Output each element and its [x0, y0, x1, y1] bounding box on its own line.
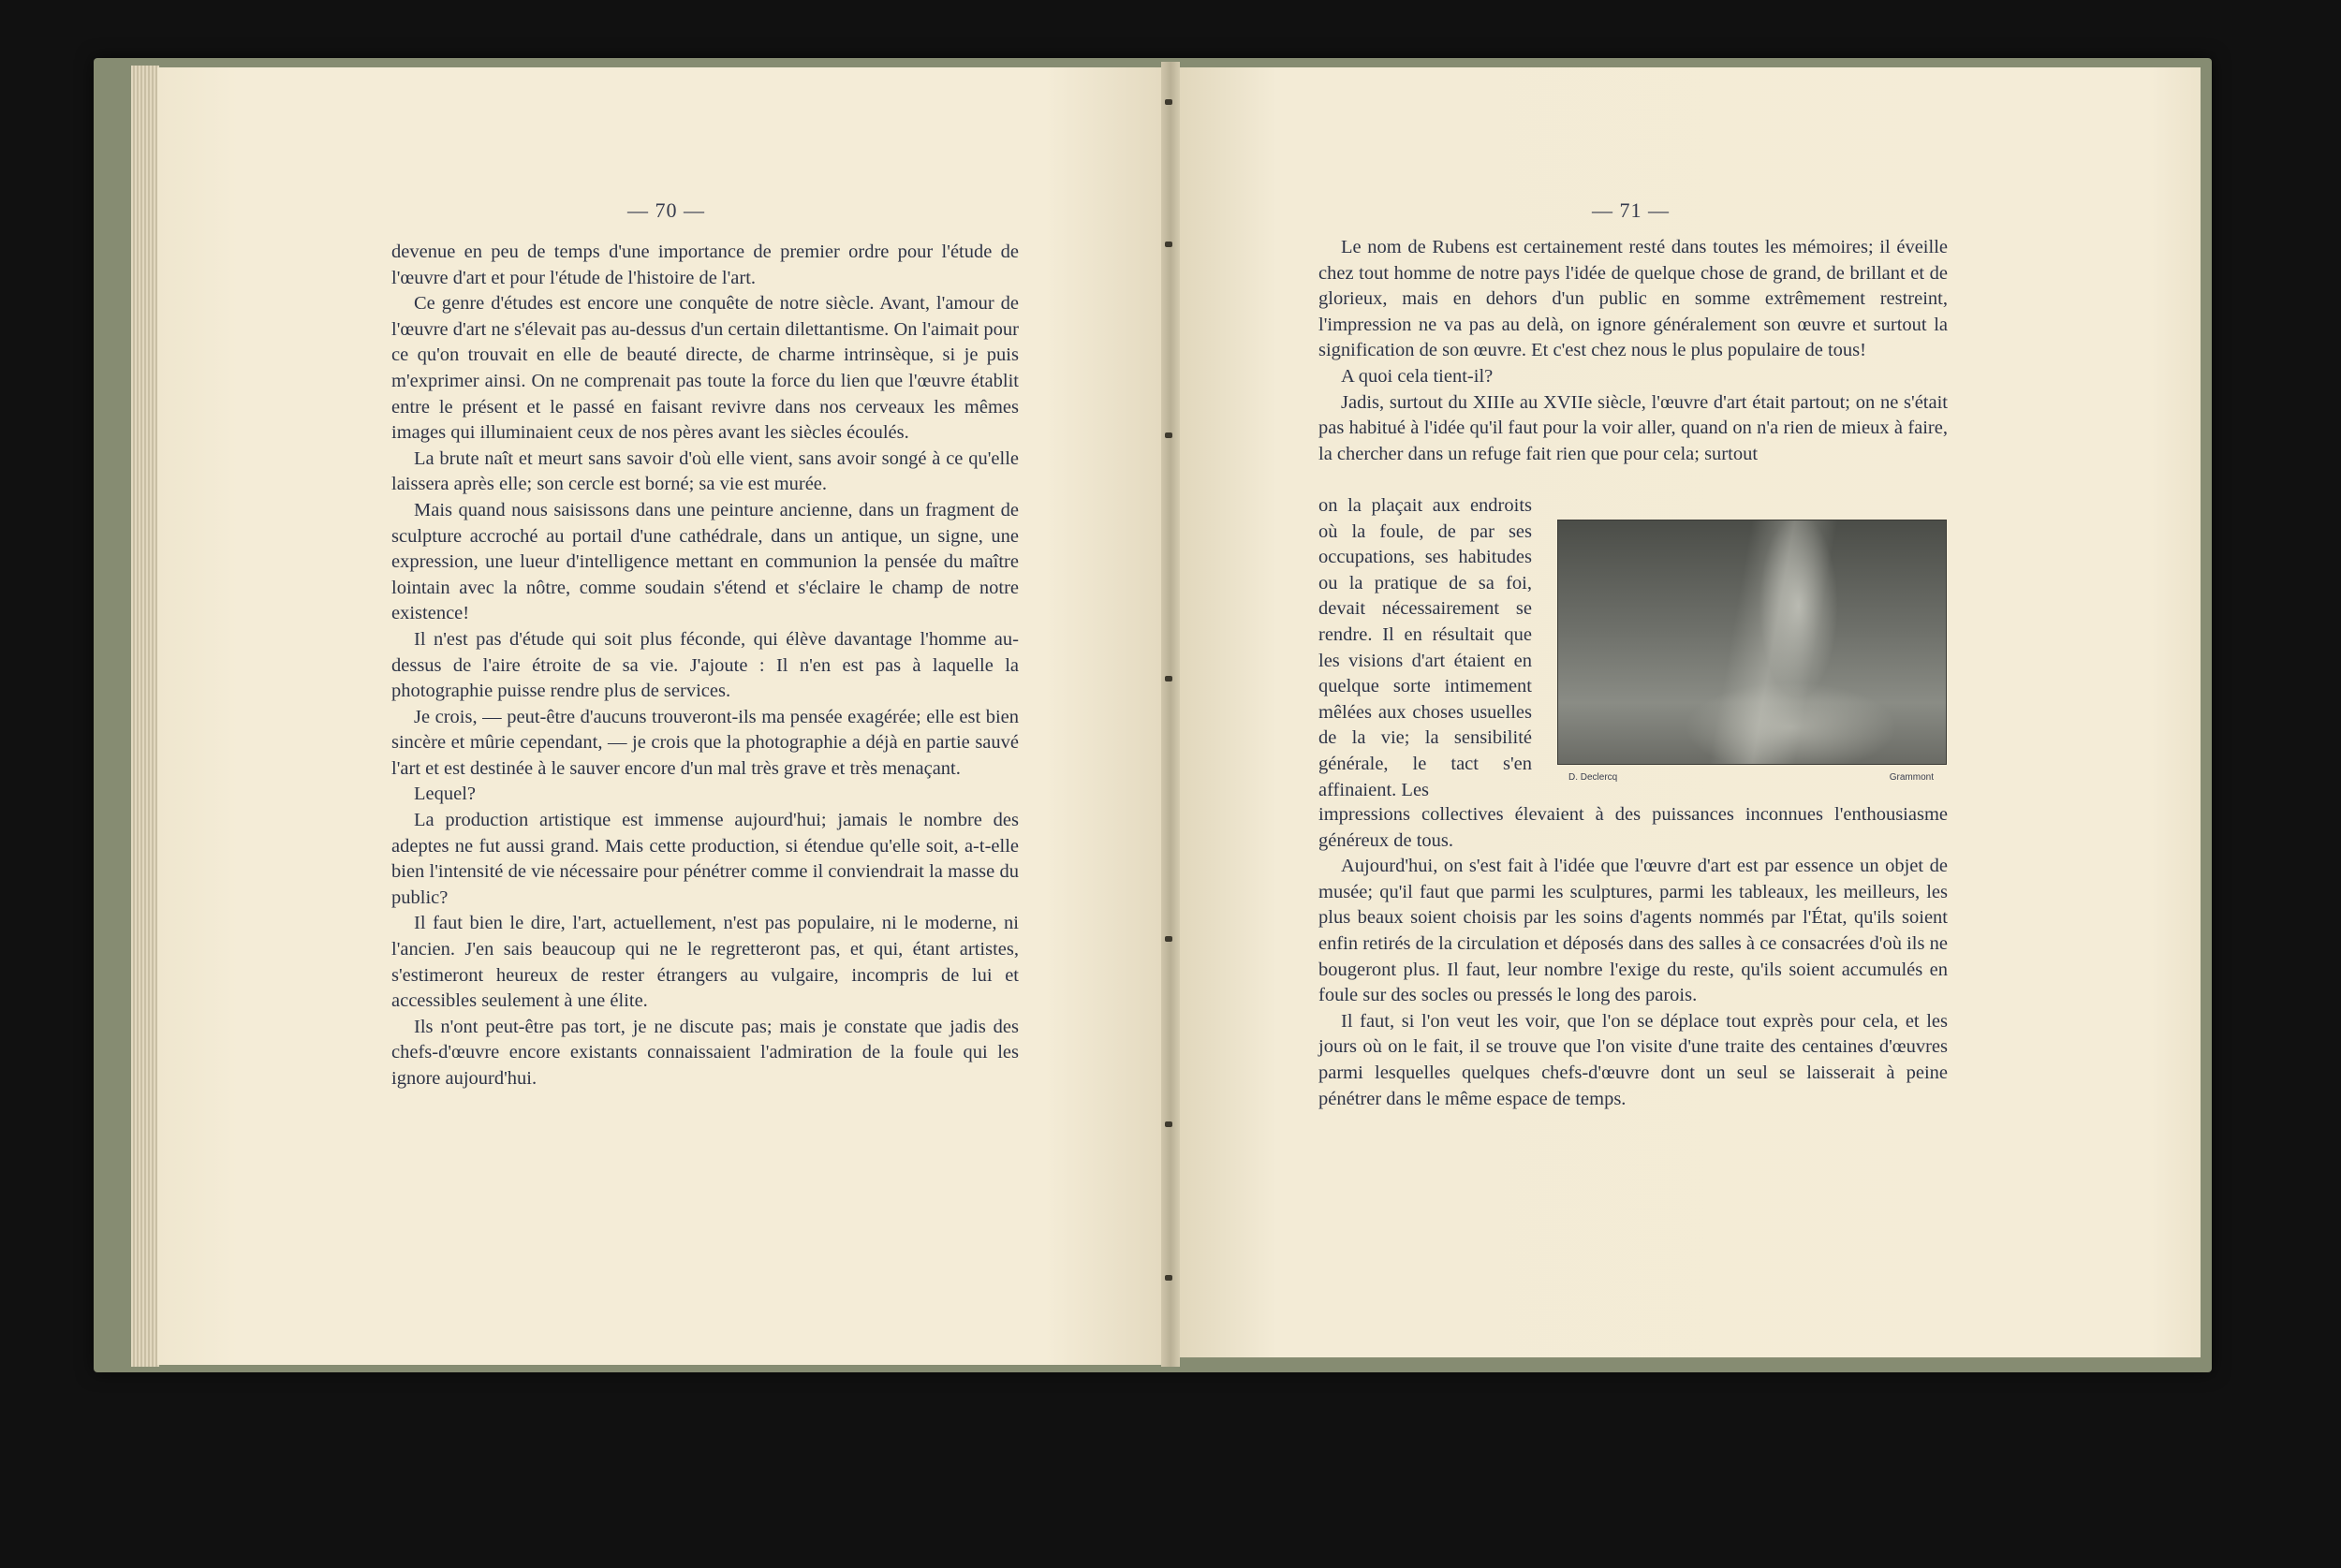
paragraph: Je crois, — peut-être d'aucuns trouveront-ils ma pensée exagérée; elle est bien sincère et mûrie cependant, — je crois que la photographie a déjà en partie sauvé l'art et est destinée à le sauver encore d'un mal très grave et très menaçant.: [391, 706, 1019, 779]
page-number-left: — 70 —: [627, 198, 705, 222]
binding-stitch: [1165, 1275, 1172, 1281]
paragraph: Le nom de Rubens est certainement resté dans toutes les mémoires; il éveille chez tout homme de notre pays l'idée de quelque chose de grand, de brillant et de glorieux, mais en dehors d'un public en somme extrêmement restreint, l'impression ne va pas au delà, on ignore généralement son œuvre et surtout la signification de son œuvre. Et c'est chez nous le plus populaire de tous!: [1318, 237, 1948, 361]
photo-location: Grammont: [1889, 772, 1934, 783]
binding-stitch: [1165, 1121, 1172, 1127]
binding-stitch: [1165, 242, 1172, 247]
book-gutter: [1161, 62, 1180, 1367]
paragraph: Ils n'ont peut-être pas tort, je ne discute pas; mais je constate que jadis des chefs-d'œuvre encore existants connaissaient l'admiration de la foule qui les ignore aujourd'hui.: [391, 1016, 1019, 1089]
paragraph: La brute naît et meurt sans savoir d'où elle vient, sans avoir songé à ce qu'elle laissera après elle; son cercle est borné; sa vie est murée.: [391, 447, 1019, 495]
paragraph: La production artistique est immense aujourd'hui; jamais le nombre des adeptes ne fut aussi grand. Mais cette production, si étendue qu'elle soit, a-t-elle bien l'intensité de vie nécessaire pour pénétrer comme il conviendrait la masse du public?: [391, 810, 1019, 908]
binding-stitch: [1165, 432, 1172, 438]
paragraph: Mais quand nous saisissons dans une peinture ancienne, dans un fragment de sculpture accroché au portail d'une cathédrale, dans un antique, un signe, une expression, une lueur d'intelligence mettant en communion la pensée du maître lointain avec la nôtre, comme soudain s'étend et s'éclaire le champ de notre existence!: [391, 499, 1019, 624]
paragraph: devenue en peu de temps d'une importance de premier ordre pour l'étude de l'œuvre d'art et pour l'étude de l'histoire de l'art.: [391, 242, 1019, 288]
paragraph: Il n'est pas d'étude qui soit plus féconde, qui élève davantage l'homme au-dessus de l'aire étroite de sa vie. J'ajoute : Il n'en est pas à laquelle la photographie puisse rendre plus de services.: [391, 628, 1019, 702]
right-page-text-bottom: [1318, 802, 1948, 1112]
paragraph: Il faut, si l'on veut les voir, que l'on se déplace tout exprès pour cela, et les jours où on le fait, il se trouve que l'on visite d'une traite des centaines d'œuvres parmi lesquelles quelques chefs-d'œuvre dont un seul se laisserait à peine pénétrer dans le même espace de temps.: [1318, 1010, 1948, 1109]
binding-stitch: [1165, 936, 1172, 942]
right-page-wrap-text: [1318, 493, 1532, 803]
page-number-right: — 71 —: [1592, 198, 1670, 222]
paragraph: A quoi cela tient-il?: [1341, 365, 1494, 387]
paragraph: on la plaçait aux endroits où la foule, de par ses occupations, ses habitudes ou la pratique de sa foi, devait nécessairement se rendre. Il en résultait que les visions d'art étaient en quelque sorte intimement mêlées aux choses usuelles de la vie; la sensibilité générale, le tact s'en affinaient. Les: [1318, 495, 1532, 800]
right-page-text-top: [1318, 235, 1948, 467]
binding-stitch: [1165, 99, 1172, 105]
binding-stitch: [1165, 676, 1172, 681]
paragraph: Aujourd'hui, on s'est fait à l'idée que l'œuvre d'art est par essence un objet de musée; qu'il faut que parmi les sculptures, parmi les tableaux, les meilleurs, les plus beaux soient choisis par les soins d'agents nommés par l'État, qu'ils soient enfin retirés de la circulation et déposés dans des salles à ce consacrées d'où ils ne bougeront plus. Il faut, leur nombre l'exige du reste, qu'ils soient accumulés en foule sur des socles ou pressés le long des parois.: [1318, 856, 1948, 1006]
paragraph: impressions collectives élevaient à des puissances inconnues l'enthousiasme généreux de tous.: [1318, 804, 1948, 851]
paragraph: Ce genre d'études est encore une conquête de notre siècle. Avant, l'amour de l'œuvre d'art ne s'élevait pas au-dessus d'un certain dilettantisme. On l'aimait pour ce qu'on trouvait en elle de beauté directe, de charme intrinsèque, si je puis m'exprimer ainsi. On ne comprenait pas toute la force du lien que l'œuvre établit entre le présent et le passé en faisant revivre dans nos cerveaux les mêmes images qui illuminaient ceux de nos pères avant les siècles écoulés.: [391, 293, 1019, 444]
paragraph: Lequel?: [414, 784, 477, 805]
paragraph: Il faut bien le dire, l'art, actuellement, n'est pas populaire, ni le moderne, ni l'ancien. J'en sais beaucoup qui ne le regretteront pas, et qui, étant artistes, s'estimeront heureux de rester étrangers au vulgaire, incompris de lui et accessibles seulement à une élite.: [391, 913, 1019, 1012]
photo-credit: D. Declercq: [1568, 772, 1618, 783]
page-edges: [131, 66, 159, 1367]
left-page-text: [391, 240, 1019, 1092]
photograph-figure: [1557, 520, 1947, 783]
paragraph: Jadis, surtout du XIIIe au XVIIe siècle, l'œuvre d'art était partout; on ne s'était pas habitué à l'idée qu'il faut pour la voir aller, quand on n'a rien de mieux à faire, la chercher dans un refuge fait rien que pour cela; surtout: [1318, 391, 1948, 464]
forest-photograph: [1557, 520, 1947, 765]
